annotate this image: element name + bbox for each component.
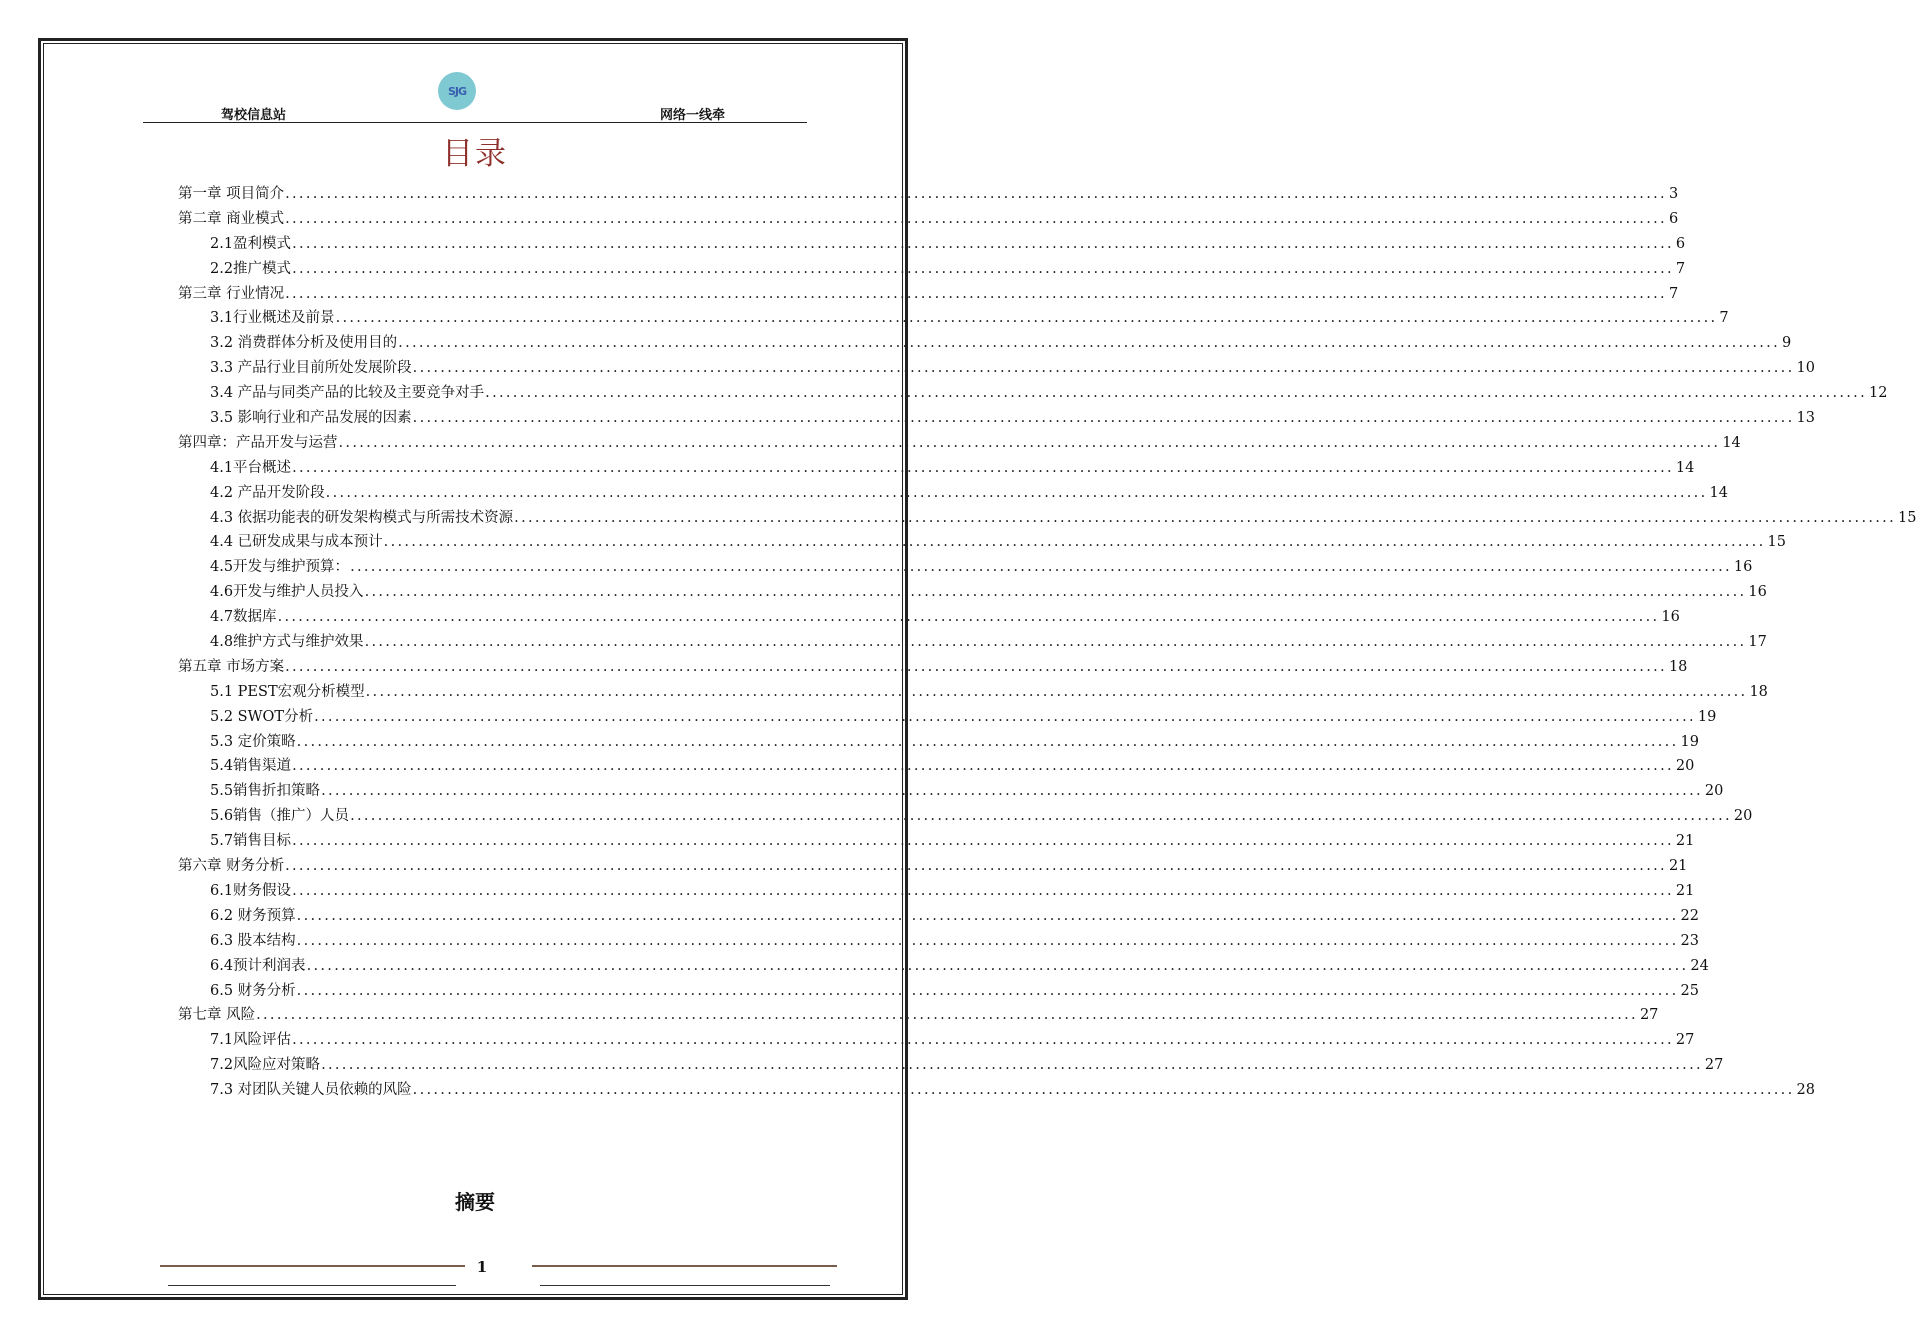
toc-leader-dots: ........................................................................................................................................................................................................ bbox=[398, 335, 1780, 352]
toc-entry-page: 27 bbox=[1639, 1007, 1659, 1024]
toc-entry[interactable] bbox=[178, 257, 1686, 282]
toc-leader-dots: ........................................................................................................................................................................................................ bbox=[292, 459, 1674, 476]
toc-leader-dots: ........................................................................................................................................................................................................ bbox=[292, 260, 1674, 277]
toc-entry-page: 12 bbox=[1869, 385, 1888, 402]
toc-entry-label: 第四章：产品开发与运营 bbox=[178, 434, 338, 451]
toc-leader-dots: ........................................................................................................................................................................................................ bbox=[325, 484, 1708, 501]
toc-entry-label: 6.1财务假设 bbox=[210, 882, 292, 899]
toc-entry-page: 17 bbox=[1748, 634, 1767, 651]
toc-entry-page: 6 bbox=[1668, 210, 1679, 227]
footer-divider-right-thin bbox=[540, 1285, 830, 1286]
toc-entry-label: 3.1行业概述及前景 bbox=[210, 310, 335, 327]
toc-leader-dots: ........................................................................................................................................................................................................ bbox=[314, 708, 1696, 725]
toc-entry[interactable] bbox=[178, 306, 1729, 331]
table-of-contents bbox=[178, 182, 1916, 1103]
toc-entry[interactable] bbox=[178, 630, 1767, 655]
toc-entry-page: 16 bbox=[1733, 559, 1753, 576]
toc-entry-label: 4.8维护方式与维护效果 bbox=[210, 634, 364, 651]
toc-entry[interactable] bbox=[178, 381, 1888, 406]
toc-entry-label: 4.6开发与维护人员投入 bbox=[210, 584, 364, 601]
toc-leader-dots: ........................................................................................................................................................................................................ bbox=[412, 1082, 1795, 1099]
toc-leader-dots: ........................................................................................................................................................................................................ bbox=[514, 509, 1896, 526]
toc-entry[interactable] bbox=[178, 779, 1724, 804]
toc-leader-dots: ........................................................................................................................................................................................................ bbox=[296, 932, 1679, 949]
toc-leader-dots: ........................................................................................................................................................................................................ bbox=[412, 410, 1795, 427]
header-right-text: 网络一线牵 bbox=[660, 108, 726, 123]
toc-leader-dots: ........................................................................................................................................................................................................ bbox=[285, 858, 1667, 875]
toc-leader-dots: ........................................................................................................................................................................................................ bbox=[321, 1057, 1703, 1074]
toc-entry[interactable] bbox=[178, 730, 1699, 755]
toc-leader-dots: ........................................................................................................................................................................................................ bbox=[292, 235, 1674, 252]
toc-leader-dots: ........................................................................................................................................................................................................ bbox=[350, 808, 1732, 825]
toc-entry-label: 第六章 财务分析 bbox=[178, 858, 285, 875]
toc-entry-page: 27 bbox=[1704, 1057, 1724, 1074]
toc-entry[interactable] bbox=[178, 481, 1728, 506]
toc-entry-page: 24 bbox=[1690, 957, 1709, 974]
toc-entry-page: 21 bbox=[1675, 882, 1695, 899]
toc-entry-page: 10 bbox=[1796, 360, 1815, 377]
toc-leader-dots: ........................................................................................................................................................................................................ bbox=[350, 559, 1732, 576]
toc-leader-dots: ........................................................................................................................................................................................................ bbox=[292, 833, 1674, 850]
toc-entry-page: 7 bbox=[1719, 310, 1729, 327]
toc-entry-label: 6.3 股本结构 bbox=[210, 932, 296, 949]
toc-entry[interactable] bbox=[178, 655, 1688, 680]
toc-entry[interactable] bbox=[178, 929, 1699, 954]
toc-entry-page: 14 bbox=[1675, 459, 1695, 476]
toc-entry-label: 5.5销售折扣策略 bbox=[210, 783, 321, 800]
toc-leader-dots: ........................................................................................................................................................................................................ bbox=[292, 758, 1674, 775]
toc-entry-label: 6.4预计利润表 bbox=[210, 957, 306, 974]
toc-entry-label: 5.3 定价策略 bbox=[210, 733, 296, 750]
toc-entry[interactable] bbox=[178, 456, 1695, 481]
toc-entry-page: 15 bbox=[1767, 534, 1786, 551]
toc-entry-page: 3 bbox=[1668, 186, 1679, 202]
toc-entry[interactable] bbox=[178, 282, 1679, 307]
toc-entry[interactable] bbox=[178, 854, 1688, 879]
toc-entry-label: 4.1平台概述 bbox=[210, 459, 292, 476]
page-number: 1 bbox=[476, 1258, 488, 1276]
toc-entry-label: 6.2 财务预算 bbox=[210, 907, 296, 924]
toc-entry[interactable] bbox=[178, 605, 1680, 630]
toc-leader-dots: ........................................................................................................................................................................................................ bbox=[365, 683, 1748, 700]
toc-entry-page: 16 bbox=[1661, 609, 1680, 626]
toc-entry-page: 9 bbox=[1782, 335, 1792, 352]
toc-entry[interactable] bbox=[178, 232, 1686, 257]
toc-leader-dots: ........................................................................................................................................................................................................ bbox=[412, 360, 1795, 377]
toc-entry[interactable] bbox=[178, 331, 1792, 356]
toc-leader-dots: ........................................................................................................................................................................................................ bbox=[292, 1032, 1674, 1049]
toc-entry-label: 5.6销售（推广）人员 bbox=[210, 808, 350, 825]
toc-entry[interactable] bbox=[178, 954, 1709, 979]
toc-leader-dots: ........................................................................................................................................................................................................ bbox=[296, 733, 1679, 750]
toc-entry-page: 28 bbox=[1796, 1082, 1815, 1099]
toc-entry-label: 3.2 消费群体分析及使用目的 bbox=[210, 335, 398, 352]
toc-entry-label: 4.5开发与维护预算： bbox=[210, 559, 350, 576]
toc-entry[interactable] bbox=[178, 804, 1753, 829]
toc-entry[interactable] bbox=[178, 207, 1679, 232]
toc-leader-dots: ........................................................................................................................................................................................................ bbox=[256, 1007, 1638, 1024]
toc-entry-label: 2.1盈利模式 bbox=[210, 235, 292, 252]
toc-entry-page: 13 bbox=[1796, 410, 1815, 427]
toc-leader-dots: ........................................................................................................................................................................................................ bbox=[285, 186, 1667, 202]
toc-entry-page: 7 bbox=[1668, 285, 1679, 302]
toc-entry-page: 19 bbox=[1697, 708, 1717, 725]
toc-entry[interactable] bbox=[178, 1078, 1815, 1103]
toc-entry-label: 第一章 项目简介 bbox=[178, 186, 285, 202]
toc-entry-page: 18 bbox=[1668, 658, 1688, 675]
toc-entry-page: 22 bbox=[1680, 907, 1699, 924]
toc-entry-page: 23 bbox=[1680, 932, 1699, 949]
toc-entry-label: 3.5 影响行业和产品发展的因素 bbox=[210, 410, 412, 427]
toc-entry-label: 第二章 商业模式 bbox=[178, 210, 285, 227]
footer-divider-left bbox=[160, 1265, 465, 1267]
toc-entry[interactable] bbox=[178, 979, 1699, 1004]
toc-entry-label: 6.5 财务分析 bbox=[210, 982, 296, 999]
toc-entry[interactable] bbox=[178, 182, 1679, 207]
toc-leader-dots: ........................................................................................................................................................................................................ bbox=[364, 634, 1747, 651]
toc-entry-page: 14 bbox=[1722, 434, 1741, 451]
toc-entry-label: 3.4 产品与同类产品的比较及主要竞争对手 bbox=[210, 385, 485, 402]
toc-entry[interactable] bbox=[178, 431, 1741, 456]
toc-entry[interactable] bbox=[178, 879, 1695, 904]
toc-entry-label: 第七章 风险 bbox=[178, 1007, 256, 1024]
toc-leader-dots: ........................................................................................................................................................................................................ bbox=[383, 534, 1766, 551]
toc-entry-label: 4.4 已研发成果与成本预计 bbox=[210, 534, 383, 551]
toc-entry-label: 4.3 依据功能表的研发架构模式与所需技术资源 bbox=[210, 509, 514, 526]
footer-divider-right bbox=[532, 1265, 837, 1267]
toc-entry-label: 2.2推广模式 bbox=[210, 260, 292, 277]
toc-entry-page: 27 bbox=[1675, 1032, 1695, 1049]
toc-entry-label: 7.3 对团队关键人员依赖的风险 bbox=[210, 1082, 412, 1099]
toc-entry[interactable] bbox=[178, 356, 1815, 381]
toc-leader-dots: ........................................................................................................................................................................................................ bbox=[292, 882, 1674, 899]
toc-entry-page: 6 bbox=[1675, 235, 1686, 252]
toc-entry-label: 5.1 PEST宏观分析模型 bbox=[210, 683, 365, 700]
toc-leader-dots: ........................................................................................................................................................................................................ bbox=[364, 584, 1747, 601]
toc-entry[interactable] bbox=[178, 506, 1916, 531]
toc-entry[interactable] bbox=[178, 1003, 1659, 1028]
toc-leader-dots: ........................................................................................................................................................................................................ bbox=[285, 658, 1667, 675]
header-left-text: 驾校信息站 bbox=[221, 108, 287, 123]
toc-leader-dots: ........................................................................................................................................................................................................ bbox=[321, 783, 1703, 800]
toc-entry[interactable] bbox=[178, 530, 1786, 555]
toc-entry-label: 5.7销售目标 bbox=[210, 833, 292, 850]
toc-entry-page: 18 bbox=[1749, 683, 1768, 700]
toc-leader-dots: ........................................................................................................................................................................................................ bbox=[335, 310, 1718, 327]
toc-title: 目录 bbox=[442, 136, 508, 172]
toc-entry[interactable] bbox=[178, 580, 1767, 605]
toc-leader-dots: ........................................................................................................................................................................................................ bbox=[338, 434, 1721, 451]
toc-leader-dots: ........................................................................................................................................................................................................ bbox=[296, 982, 1679, 999]
summary-heading: 摘要 bbox=[455, 1190, 495, 1214]
header-divider bbox=[143, 122, 807, 123]
toc-entry[interactable] bbox=[178, 829, 1695, 854]
toc-entry-page: 14 bbox=[1709, 484, 1728, 501]
toc-entry-page: 25 bbox=[1680, 982, 1699, 999]
toc-leader-dots: ........................................................................................................................................................................................................ bbox=[306, 957, 1689, 974]
toc-entry[interactable] bbox=[178, 904, 1699, 929]
toc-entry-label: 第五章 市场方案 bbox=[178, 658, 285, 675]
toc-entry[interactable] bbox=[178, 705, 1717, 730]
toc-entry[interactable] bbox=[178, 555, 1753, 580]
toc-leader-dots: ........................................................................................................................................................................................................ bbox=[485, 385, 1867, 402]
toc-entry-page: 21 bbox=[1675, 833, 1695, 850]
toc-entry-page: 20 bbox=[1675, 758, 1695, 775]
toc-entry-label: 7.1风险评估 bbox=[210, 1032, 292, 1049]
toc-entry-label: 5.2 SWOT分析 bbox=[210, 708, 314, 725]
toc-entry-page: 7 bbox=[1675, 260, 1686, 277]
toc-entry-label: 4.7数据库 bbox=[210, 609, 277, 626]
logo: SJG bbox=[438, 72, 476, 110]
toc-leader-dots: ........................................................................................................................................................................................................ bbox=[296, 907, 1679, 924]
toc-leader-dots: ........................................................................................................................................................................................................ bbox=[277, 609, 1660, 626]
toc-entry-label: 第三章 行业情况 bbox=[178, 285, 285, 302]
toc-entry-label: 4.2 产品开发阶段 bbox=[210, 484, 325, 501]
toc-entry-page: 21 bbox=[1668, 858, 1688, 875]
toc-entry-page: 16 bbox=[1748, 584, 1767, 601]
toc-entry[interactable] bbox=[178, 754, 1695, 779]
toc-entry-page: 20 bbox=[1704, 783, 1724, 800]
footer-divider-left-thin bbox=[168, 1285, 456, 1286]
toc-entry-label: 3.3 产品行业目前所处发展阶段 bbox=[210, 360, 412, 377]
toc-entry[interactable] bbox=[178, 1028, 1695, 1053]
toc-leader-dots: ........................................................................................................................................................................................................ bbox=[285, 210, 1667, 227]
toc-entry[interactable] bbox=[178, 1053, 1724, 1078]
toc-entry[interactable] bbox=[178, 406, 1815, 431]
toc-entry-page: 19 bbox=[1680, 733, 1699, 750]
toc-entry-label: 7.2风险应对策略 bbox=[210, 1057, 321, 1074]
toc-entry[interactable] bbox=[178, 680, 1768, 705]
toc-entry-page: 15 bbox=[1898, 509, 1916, 526]
toc-entry-page: 20 bbox=[1733, 808, 1753, 825]
toc-leader-dots: ........................................................................................................................................................................................................ bbox=[285, 285, 1667, 302]
toc-entry-label: 5.4销售渠道 bbox=[210, 758, 292, 775]
